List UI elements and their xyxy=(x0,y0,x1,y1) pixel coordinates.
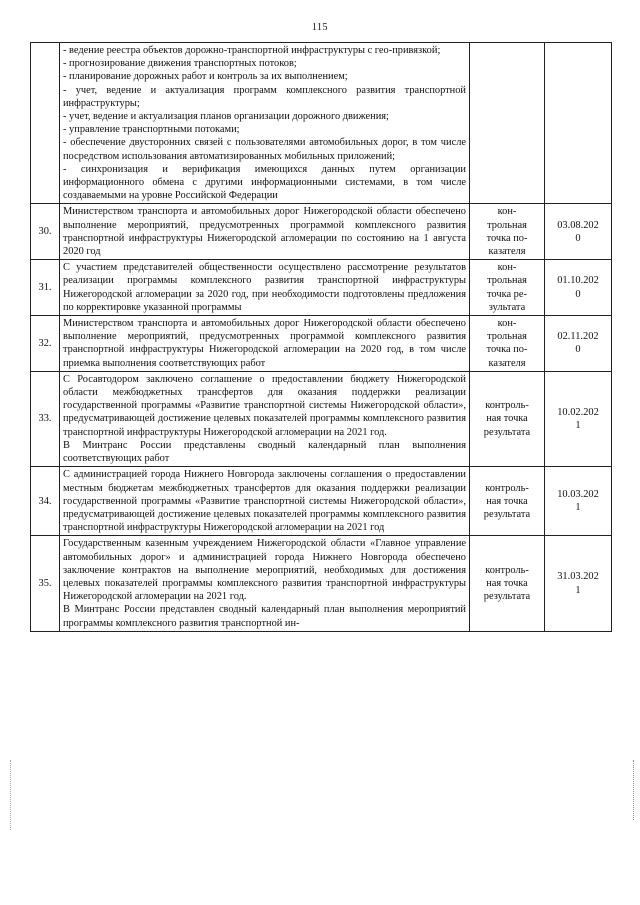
table-row xyxy=(31,371,612,466)
row-description-cell xyxy=(60,371,470,466)
row-date-cell xyxy=(545,536,612,631)
date-line: 0 xyxy=(575,232,581,244)
table-row xyxy=(31,536,612,631)
row-number-cell: 35. xyxy=(31,536,60,631)
table-row xyxy=(31,467,612,536)
row-type-cell xyxy=(470,260,545,316)
table-row xyxy=(31,260,612,316)
date-line: 10.02.202 xyxy=(557,406,599,418)
row-description-cell xyxy=(60,467,470,536)
list-item: - ведение реестра объектов дорожно-транспортной инфраструктуры с гео-привязкой; xyxy=(63,45,441,56)
type-line: казателя xyxy=(488,357,526,369)
scan-margin-mark xyxy=(10,760,12,830)
table-row xyxy=(31,43,612,204)
row-type-cell xyxy=(470,536,545,631)
row-date-cell xyxy=(545,204,612,260)
type-line: кон- xyxy=(497,262,517,274)
row-description-cell xyxy=(60,316,470,372)
page-number: 115 xyxy=(311,22,329,33)
type-line: контроль- xyxy=(485,564,529,576)
date-line: 1 xyxy=(575,584,581,596)
paragraph: Государственным казенным учреждением Нижегородской области «Главное управление автомобильных дорог» и администрацией города Нижнего Новгорода обеспечено заключение контрактов на выполнение мероприятий, необходимых для достижения целевых показателей программы комплексного развития транспортной инфраструктуры Нижегородской агломерации на 2021 год. xyxy=(63,538,466,603)
row-date-cell xyxy=(545,467,612,536)
type-line: ная точка xyxy=(486,413,528,425)
type-line: трольная xyxy=(487,219,527,231)
date-line: 03.08.202 xyxy=(557,219,599,231)
row-description-cell xyxy=(60,536,470,631)
paragraph: С администрацией города Нижнего Новгорода заключены соглашения о предоставлении местным бюджетам межбюджетных трансфертов для оказания поддержки реализации государственной программы «Развитие транспортной системы Нижегородской области», предусматривающей достижение целевых показателей программы комплексного развития транспортной инфраструктуры Нижегородской агломерации на 2021 год xyxy=(63,469,466,534)
row-type-cell xyxy=(470,467,545,536)
paragraph: В Минтранс России представлены сводный календарный план выполнения соответствующих работ xyxy=(63,439,466,465)
row-description-cell xyxy=(60,204,470,260)
row-number-cell: 34. xyxy=(31,467,60,536)
row-number-cell xyxy=(31,43,60,204)
paragraph: В Минтранс России представлен сводный календарный план выполнения мероприятий программы комплексного развития транспортной ин- xyxy=(63,604,466,629)
list-item: - планирование дорожных работ и контроль за их выполнением; xyxy=(63,71,348,83)
type-line: зультата xyxy=(488,301,526,313)
date-line: 02.11.202 xyxy=(557,331,599,343)
type-line: точка по- xyxy=(486,232,528,244)
date-line: 31.03.202 xyxy=(557,571,599,583)
row-type-cell xyxy=(470,204,545,260)
row-type-cell xyxy=(470,316,545,372)
date-line: 01.10.202 xyxy=(557,275,599,287)
row-type-cell xyxy=(470,371,545,466)
paragraph: С участием представителей общественности осуществлено рассмотрение результатов реализации программы комплексного развития транспортной инфраструктуры Нижегородской агломерации за 2020 год, при необходимости подготовлены предложения по корректировке указанной программы xyxy=(63,262,466,313)
type-line: кон- xyxy=(497,206,517,218)
row-description-cell xyxy=(60,43,470,204)
table-row xyxy=(31,316,612,372)
type-line: результата xyxy=(483,508,531,520)
list-item: - синхронизация и верификация имеющихся данных путем организации информационного обмена с другими информационными системами, в том числе создаваемыми на уровне Российской Федерации xyxy=(63,163,466,202)
table-row xyxy=(31,204,612,260)
row-number-cell: 30. xyxy=(31,204,60,260)
type-line: кон- xyxy=(497,318,517,330)
date-line: 0 xyxy=(575,344,581,356)
list-item: - прогнозирование движения транспортных потоков; xyxy=(63,58,297,70)
paragraph: Министерством транспорта и автомобильных дорог Нижегородской области обеспечено выполнение мероприятий, предусмотренных программой комплексного развития транспортной инфраструктуры Нижегородской агломерации по состоянию на 1 августа 2020 год xyxy=(63,206,466,258)
type-line: казателя xyxy=(488,246,526,258)
type-line: трольная xyxy=(487,331,527,343)
row-date-cell xyxy=(545,371,612,466)
date-line: 1 xyxy=(575,420,581,432)
type-line: результата xyxy=(483,591,531,603)
type-line: контроль- xyxy=(485,482,529,494)
row-date-cell xyxy=(545,316,612,372)
row-date-cell xyxy=(545,43,612,204)
list-item: - обеспечение двусторонних связей с пользователями автомобильных дорог, в том числе посредством использования автоматизированных мобильных приложений; xyxy=(63,137,466,162)
row-type-cell xyxy=(470,43,545,204)
scan-margin-mark xyxy=(633,760,636,820)
row-number-cell: 32. xyxy=(31,316,60,372)
type-line: точка ре- xyxy=(487,288,527,300)
paragraph: Министерством транспорта и автомобильных дорог Нижегородской области обеспечено выполнение мероприятий, предусмотренных программой комплексного развития транспортной инфраструктуры Нижегородской агломерации на 2020 год, в том числе приемка выполнения соответствующих работ xyxy=(63,318,466,369)
row-date-cell xyxy=(545,260,612,316)
row-number-cell: 33. xyxy=(31,371,60,466)
type-line: контроль- xyxy=(485,400,529,412)
date-line: 0 xyxy=(575,288,581,300)
date-line: 1 xyxy=(575,502,581,514)
measures-table xyxy=(30,42,612,632)
type-line: ная точка xyxy=(486,577,528,589)
row-description-cell xyxy=(60,260,470,316)
date-line: 10.03.202 xyxy=(557,489,599,501)
row-number-cell: 31. xyxy=(31,260,60,316)
type-line: точка по- xyxy=(486,344,528,356)
list-item: - управление транспортными потоками; xyxy=(63,124,240,136)
type-line: результата xyxy=(483,426,531,438)
paragraph: С Росавтодором заключено соглашение о предоставлении бюджету Нижегородской области межбюджетных трансфертов для оказания поддержки реализации государственной программы «Развитие транспортной системы Нижегородской области», предусматривающей достижение целевых показателей программы комплексного развития транспортной инфраструктуры Нижегородской агломерации на 2021 год. xyxy=(63,373,466,438)
list-item: - учет, ведение и актуализация программ комплексного развития транспортной инфраструктуры; xyxy=(63,84,466,109)
list-item: - учет, ведение и актуализация планов организации дорожного движения; xyxy=(63,111,389,123)
type-line: ная точка xyxy=(486,495,528,507)
type-line: трольная xyxy=(487,275,527,287)
